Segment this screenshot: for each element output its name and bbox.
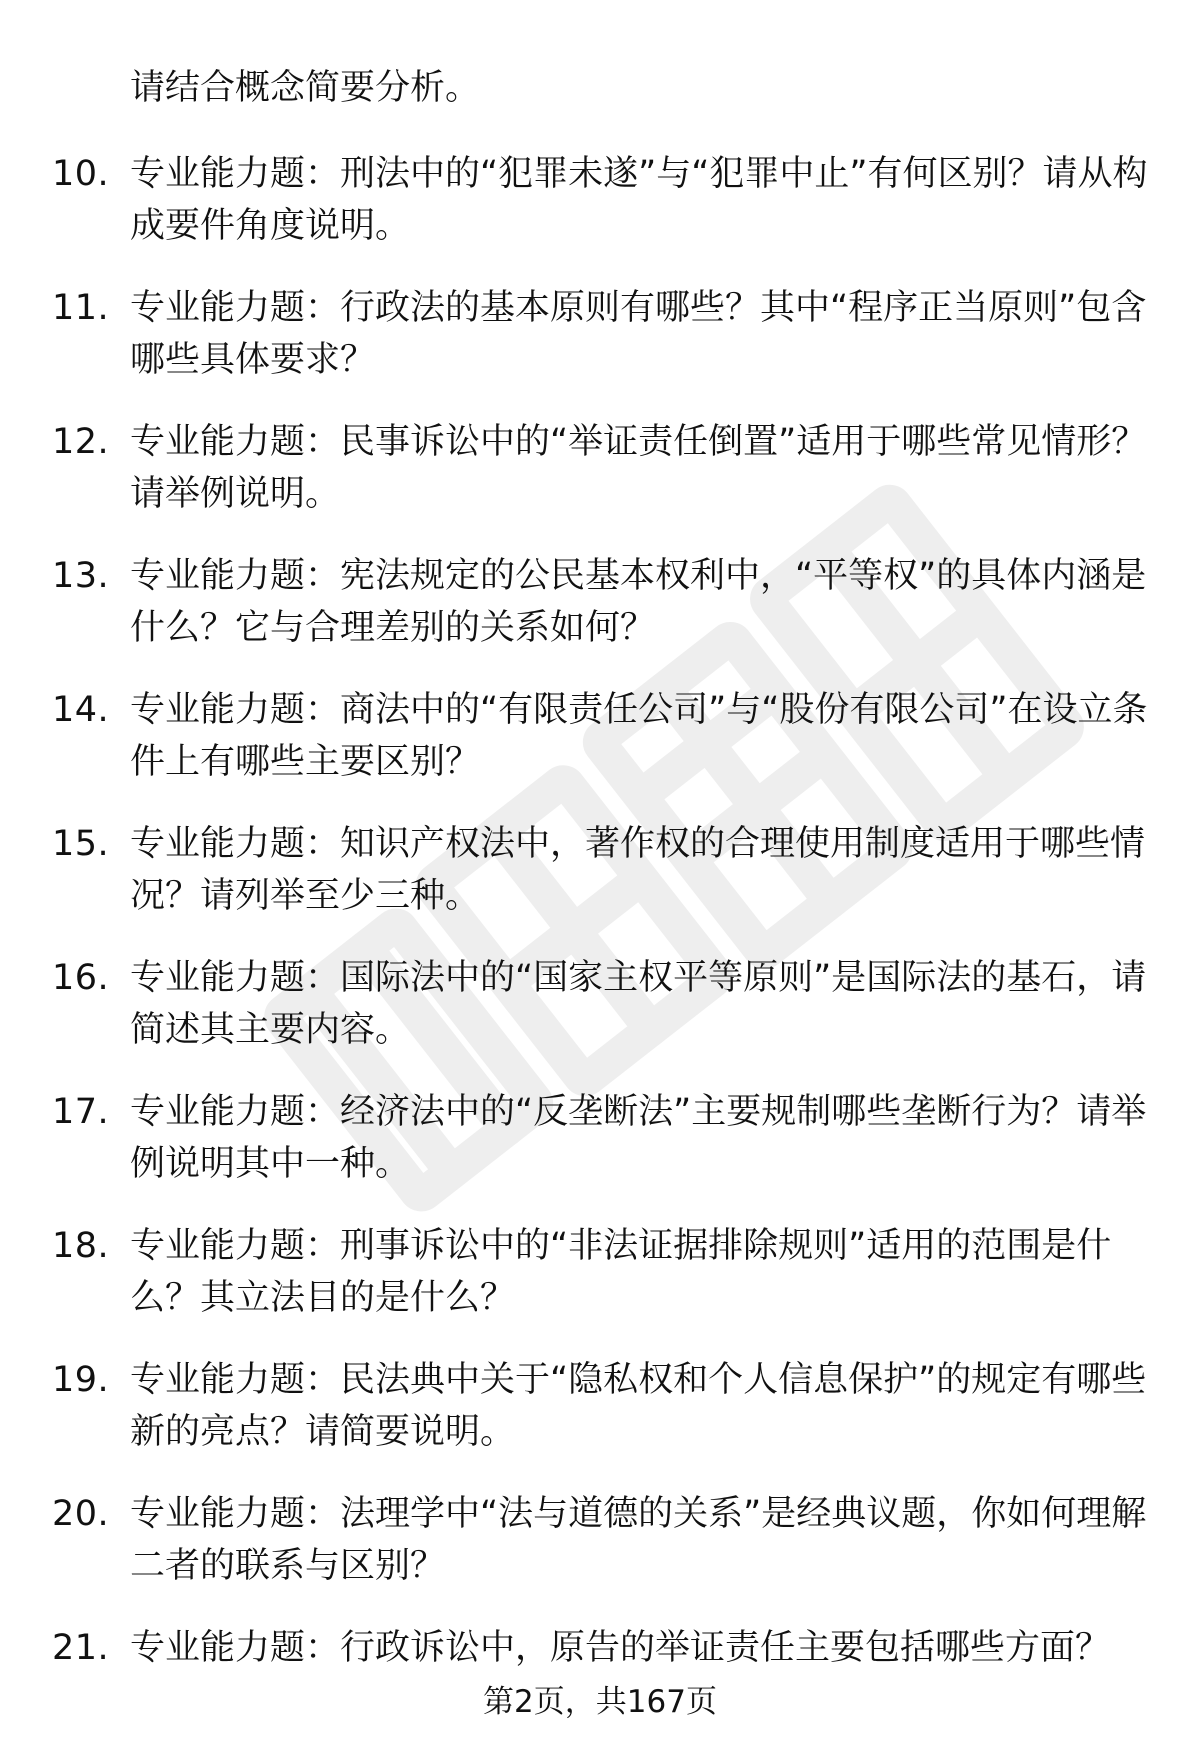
question-item — [0, 684, 1200, 788]
question-text: 专业能力题：行政法的基本原则有哪些？其中“程序正当原则”包含哪些具体要求？ — [130, 288, 1147, 380]
question-item — [0, 550, 1200, 654]
question-item — [0, 1220, 1200, 1324]
question-item — [0, 282, 1200, 386]
question-text: 专业能力题：法理学中“法与道德的关系”是经典议题，你如何理解二者的联系与区别？ — [130, 1494, 1147, 1586]
continued-question-text: 请结合概念简要分析。 — [130, 68, 481, 108]
question-number: 18. — [52, 1226, 110, 1266]
question-list — [0, 148, 1200, 1704]
question-number: 10. — [52, 154, 110, 194]
question-number: 21. — [52, 1628, 110, 1668]
question-number: 11. — [52, 288, 110, 328]
question-number: 12. — [52, 422, 110, 462]
question-item — [0, 1086, 1200, 1190]
question-text: 专业能力题：宪法规定的公民基本权利中，“平等权”的具体内涵是什么？它与合理差别的关系如何？ — [130, 556, 1147, 648]
question-text: 专业能力题：刑法中的“犯罪未遂”与“犯罪中止”有何区别？请从构成要件角度说明。 — [130, 154, 1148, 246]
question-item — [0, 416, 1200, 520]
question-text: 专业能力题：民法典中关于“隐私权和个人信息保护”的规定有哪些新的亮点？请简要说明。 — [130, 1360, 1147, 1452]
question-item — [0, 818, 1200, 922]
question-item — [0, 148, 1200, 252]
question-text: 专业能力题：商法中的“有限责任公司”与“股份有限公司”在设立条件上有哪些主要区别？ — [130, 690, 1148, 782]
question-number: 16. — [52, 958, 110, 998]
question-item — [0, 952, 1200, 1056]
question-text: 专业能力题：民事诉讼中的“举证责任倒置”适用于哪些常见情形？请举例说明。 — [130, 422, 1147, 514]
question-number: 13. — [52, 556, 110, 596]
question-text: 专业能力题：知识产权法中，著作权的合理使用制度适用于哪些情况？请列举至少三种。 — [130, 824, 1146, 916]
question-number: 14. — [52, 690, 110, 730]
page-footer: 第2页，共167页 — [483, 1684, 717, 1720]
question-text: 专业能力题：刑事诉讼中的“非法证据排除规则”适用的范围是什么？其立法目的是什么？ — [130, 1226, 1112, 1318]
question-item — [0, 1622, 1200, 1674]
question-number: 19. — [52, 1360, 110, 1400]
question-text: 专业能力题：行政诉讼中，原告的举证责任主要包括哪些方面？ — [130, 1628, 1111, 1668]
question-text: 专业能力题：国际法中的“国家主权平等原则”是国际法的基石，请简述其主要内容。 — [130, 958, 1147, 1050]
question-number: 17. — [52, 1092, 110, 1132]
question-number: 15. — [52, 824, 110, 864]
question-item — [0, 1488, 1200, 1592]
question-text: 专业能力题：经济法中的“反垄断法”主要规制哪些垄断行为？请举例说明其中一种。 — [130, 1092, 1147, 1184]
question-item — [0, 1354, 1200, 1458]
question-number: 20. — [52, 1494, 110, 1534]
